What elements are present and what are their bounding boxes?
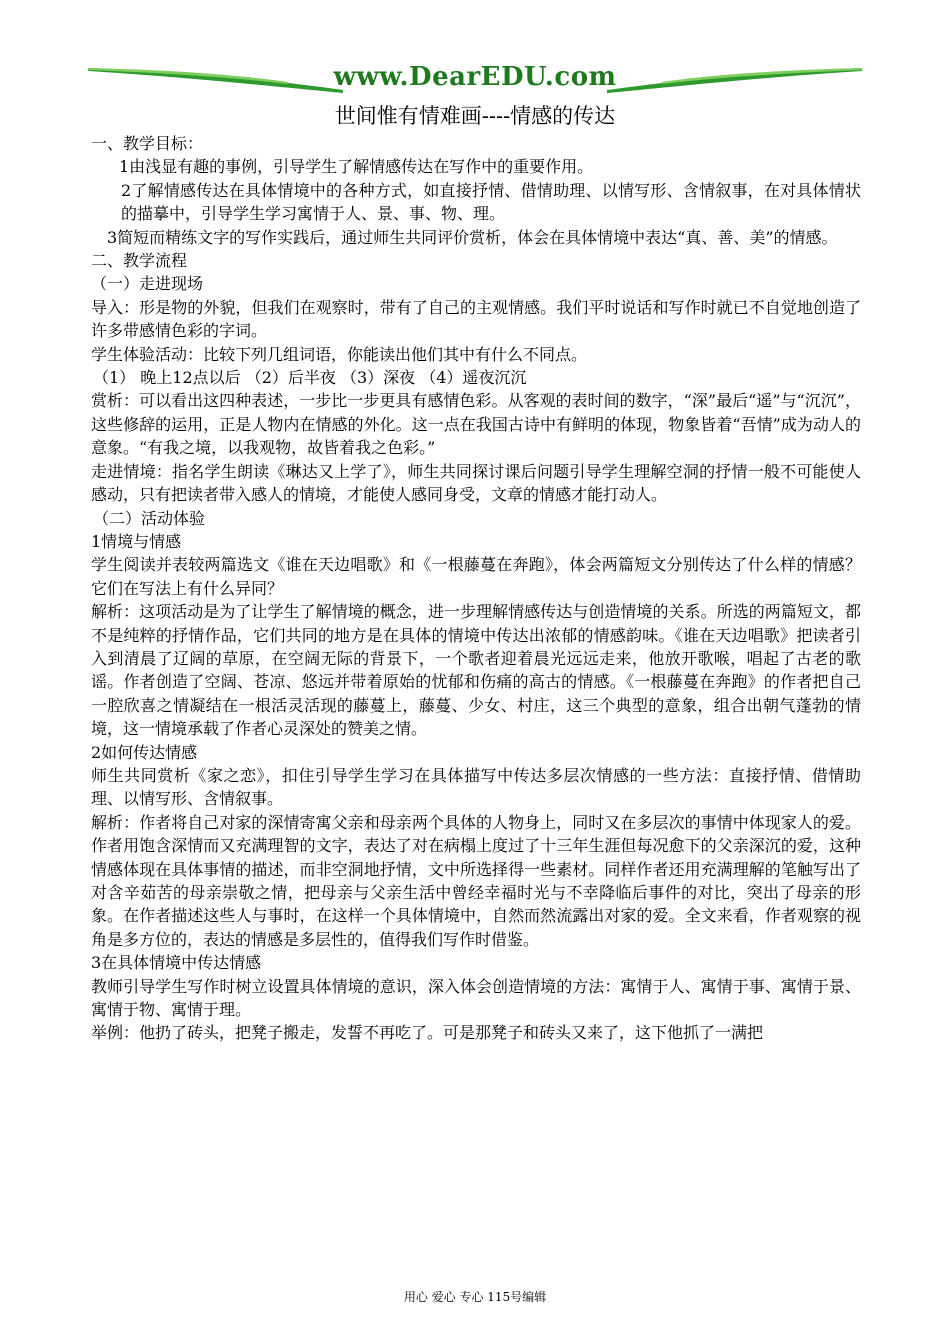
- paragraph-analysis-1: 解析：这项活动是为了让学生了解情境的概念，进一步理解情感传达与创造情境的关系。所选的两篇短文，都不是纯粹的抒情作品，它们共同的地方是在具体的情境中传达出浓郁的情感韵味。《谁在天边唱歌》把读者引入到清晨了辽阔的草原，在空阔无际的背景下，一个歌者迎着晨光远远走来，他放开歌喉，唱起了古老的歌谣。作者创造了空阔、苍凉、悠远并带着原始的忧郁和伤痛的高古的情感。《一根藤蔓在奔跑》的作者把自己一腔欣喜之情凝结在一根活灵活现的藤蔓上，藤蔓、少女、村庄，这三个典型的意象，组合出朝气蓬勃的情境，这一情境承载了作者心灵深处的赞美之情。: [91, 602, 861, 739]
- word-list: （1） 晚上12点以后 （2）后半夜 （3）深夜 （4）遥夜沉沉: [93, 368, 527, 388]
- section-heading-2: （二）活动体验: [93, 508, 206, 528]
- document-title: 世间惟有情难画----情感的传达: [334, 104, 616, 128]
- site-banner: [88, 58, 862, 98]
- paragraph-appreciation-2: 师生共同赏析《家之恋》，扣住引导学生学习在具体描写中传达多层次情感的一些方法：直接抒情、借情助理、以情写形、含情叙事。: [91, 765, 861, 809]
- subheading-3: 3在具体情境中传达情感: [91, 953, 262, 973]
- paragraph-analysis-2: 解析：作者将自己对家的深情寄寓父亲和母亲两个具体的人物身上，同时又在多层次的事情中体现家人的爱。作者用饱含深情而又充满理智的文字，表达了对在病榻上度过了十三年生涯但每况愈下的父亲深沉的爱，这种情感体现在具体事情的描述，而非空洞地抒情，文中所选择得一些素材。同样作者还用充满理解的笔触写出了对含辛茹苦的母亲崇敬之情，把母亲与父亲生活中曾经幸福时光与不幸降临后事件的对比，突出了母亲的形象。在作者描述这些人与事时，在这样一个具体情境中，自然而然流露出对家的爱。全文来看，作者观察的视角是多方位的，表达的情感是多层性的，值得我们写作时借鉴。: [91, 812, 861, 949]
- paragraph-reading: 学生阅读并表较两篇选文《谁在天边唱歌》和《一根藤蔓在奔跑》，体会两篇短文分别传达了什么样的情感？它们在写法上有什么异同？: [91, 555, 861, 598]
- section-heading-1: （一）走进现场: [91, 274, 204, 294]
- goal-item-2: 2了解情感传达在具体情境中的各种方式，如直接抒情、借情助理、以情写形、含情叙事，在对具体情状的描摹中，引导学生学习寓情于人、景、事、物、理。: [121, 180, 861, 224]
- paragraph-activity: 学生体验活动：比较下列几组词语，你能读出他们其中有什么不同点。: [91, 344, 588, 364]
- goal-item-1: 1由浅显有趣的事例，引导学生了解情感传达在写作中的重要作用。: [119, 157, 594, 177]
- heading-process: 二、教学流程: [91, 251, 188, 271]
- subheading-2: 2如何传达情感: [91, 742, 198, 762]
- paragraph-appreciation: 赏析：可以看出这四种表述，一步比一步更具有感情色彩。从客观的表时间的数字，“深”最后“遥”与“沉沉”，这些修辞的运用，正是人物内在情感的外化。这一点在我国古诗中有鲜明的体现，物象皆着“吾情”成为动人的意象。“有我之境，以我观物，故皆着我之色彩。”: [91, 391, 861, 458]
- goal-item-3: 3简短而精练文字的写作实践后，通过师生共同评价赏析，体会在具体情境中表达“真、善、美”的情感。: [107, 227, 838, 247]
- site-banner-text: www.DearEDU.com: [333, 62, 617, 92]
- paragraph-intro: 导入：形是物的外貌，但我们在观察时，带有了自己的主观情感。我们平时说话和写作时就已不自觉地创造了许多带感情色彩的字词。: [91, 297, 861, 341]
- page-footer: 用心 爱心 专心 115号编辑: [403, 1290, 547, 1304]
- document-body: [91, 132, 861, 1045]
- paragraph-guidance: 教师引导学生写作时树立设置具体情境的意识，深入体会创造情境的方法：寓情于人、寓情于事、寓情于景、寓情于物、寓情于理。: [91, 976, 861, 1020]
- paragraph-situation: 走进情境：指名学生朗读《琳达又上学了》，师生共同探讨课后问题引导学生理解空洞的抒情一般不可能使人感动，只有把读者带入感人的情境，才能使人感同身受，文章的情感才能打动人。: [91, 461, 861, 505]
- subheading-1: 1情境与情感: [91, 531, 182, 551]
- paragraph-example: 举例：他扔了砖头，把凳子搬走，发誓不再吃了。可是那凳子和砖头又来了，这下他抓了一满把: [91, 1023, 764, 1043]
- heading-goals: 一、教学目标：: [91, 134, 204, 153]
